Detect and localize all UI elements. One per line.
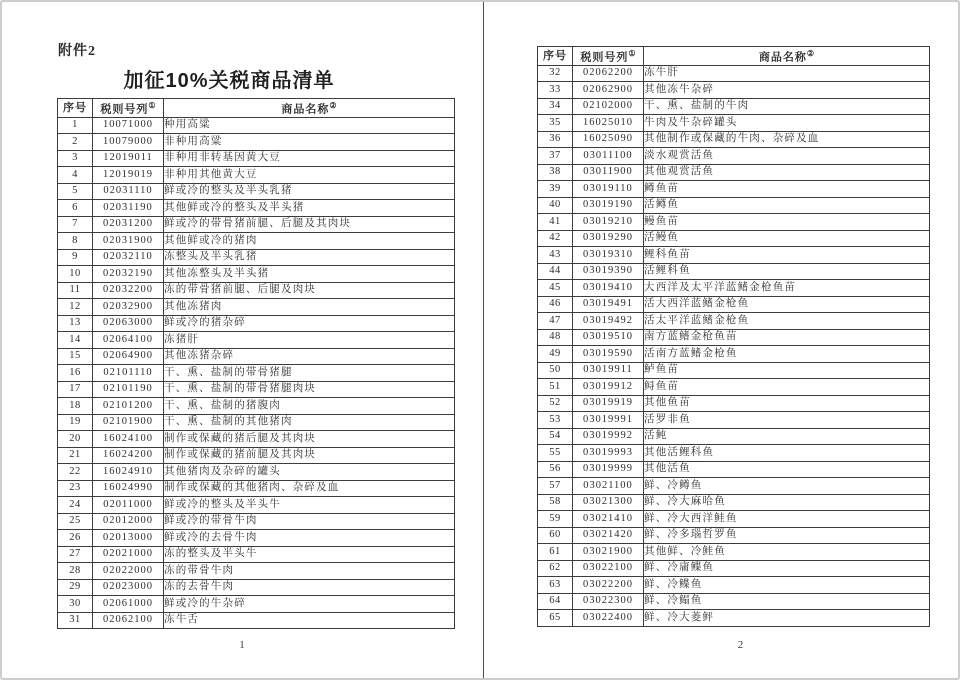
product-name: 鲟鱼苗 — [644, 379, 930, 396]
row-index: 50 — [538, 362, 573, 379]
tariff-code: 02064900 — [93, 348, 164, 365]
tariff-code: 03019110 — [573, 181, 644, 198]
table-row — [538, 214, 930, 231]
table-row — [538, 511, 930, 528]
table-row — [538, 82, 930, 99]
row-index: 24 — [58, 497, 93, 514]
table-row — [538, 412, 930, 429]
table-row — [538, 379, 930, 396]
product-name: 鲜、冷鳎鱼 — [644, 593, 930, 610]
table-row — [538, 280, 930, 297]
row-index: 39 — [538, 181, 573, 198]
tariff-code: 03022100 — [573, 560, 644, 577]
row-index: 49 — [538, 346, 573, 363]
page-1 — [2, 2, 483, 678]
table-row — [538, 131, 930, 148]
row-index: 36 — [538, 131, 573, 148]
tariff-code: 02032110 — [93, 249, 164, 266]
tariff-table-page-2 — [537, 46, 930, 627]
table-row — [58, 414, 455, 431]
product-name: 鳗鱼苗 — [644, 214, 930, 231]
product-name: 活大西洋蓝鳍金枪鱼 — [644, 296, 930, 313]
tariff-code: 03021300 — [573, 494, 644, 511]
row-index: 9 — [58, 249, 93, 266]
row-index: 40 — [538, 197, 573, 214]
tariff-code: 12019019 — [93, 167, 164, 184]
table-row — [58, 183, 455, 200]
row-index: 57 — [538, 478, 573, 495]
product-name: 鲜、冷鳟鱼 — [644, 478, 930, 495]
table-row — [58, 216, 455, 233]
table-row — [538, 478, 930, 495]
tariff-code: 02062100 — [93, 612, 164, 629]
tariff-code: 12019011 — [93, 150, 164, 167]
product-name: 鲜或冷的带骨猪前腿、后腿及其肉块 — [164, 216, 455, 233]
product-name: 非种用非转基因黄大豆 — [164, 150, 455, 167]
footnote-mark-2: ② — [806, 49, 815, 58]
row-index: 27 — [58, 546, 93, 563]
tariff-code: 03021410 — [573, 511, 644, 528]
table-row — [58, 117, 455, 134]
row-index: 14 — [58, 332, 93, 349]
table-row — [538, 65, 930, 82]
table-row — [538, 428, 930, 445]
row-index: 29 — [58, 579, 93, 596]
table-row — [538, 461, 930, 478]
row-index: 5 — [58, 183, 93, 200]
product-name: 活鲤科鱼 — [644, 263, 930, 280]
tariff-code: 16024910 — [93, 464, 164, 481]
product-name: 其他冻牛杂碎 — [644, 82, 930, 99]
row-index: 12 — [58, 299, 93, 316]
table-row — [58, 546, 455, 563]
product-name: 鲜或冷的牛杂碎 — [164, 596, 455, 613]
table-row — [538, 577, 930, 594]
tariff-code: 16024100 — [93, 431, 164, 448]
table-row — [58, 249, 455, 266]
row-index: 16 — [58, 365, 93, 382]
product-name: 制作或保藏的猪前腿及其肉块 — [164, 447, 455, 464]
row-index: 55 — [538, 445, 573, 462]
product-name: 冻的带骨牛肉 — [164, 563, 455, 580]
product-name: 其他冻整头及半头猪 — [164, 266, 455, 283]
table-row — [58, 497, 455, 514]
table-row — [58, 431, 455, 448]
product-name: 其他活鲤科鱼 — [644, 445, 930, 462]
row-index: 65 — [538, 610, 573, 627]
table-row — [58, 612, 455, 629]
row-index: 20 — [58, 431, 93, 448]
tariff-code: 02063000 — [93, 315, 164, 332]
tariff-code: 02102000 — [573, 98, 644, 115]
row-index: 33 — [538, 82, 573, 99]
table-row — [538, 148, 930, 165]
product-name: 其他冻猪肉 — [164, 299, 455, 316]
tariff-code: 02013000 — [93, 530, 164, 547]
product-name: 冻猪肝 — [164, 332, 455, 349]
row-index: 48 — [538, 329, 573, 346]
row-index: 1 — [58, 117, 93, 134]
product-name: 干、熏、盐制的牛肉 — [644, 98, 930, 115]
product-name: 冻牛舌 — [164, 612, 455, 629]
product-name: 其他冻猪杂碎 — [164, 348, 455, 365]
attachment-label: 附件2 — [58, 44, 96, 59]
product-name: 其他鱼苗 — [644, 395, 930, 412]
tariff-code: 02101200 — [93, 398, 164, 415]
page-2 — [484, 2, 960, 678]
product-name: 干、熏、盐制的带骨猪腿肉块 — [164, 381, 455, 398]
table-row — [58, 480, 455, 497]
tariff-code: 03021900 — [573, 544, 644, 561]
tariff-code: 02031200 — [93, 216, 164, 233]
table-row — [58, 332, 455, 349]
product-name: 非种用其他黄大豆 — [164, 167, 455, 184]
row-index: 17 — [58, 381, 93, 398]
row-index: 10 — [58, 266, 93, 283]
table-row — [538, 181, 930, 198]
table-row — [538, 115, 930, 132]
table-row — [58, 134, 455, 151]
tariff-code: 02031110 — [93, 183, 164, 200]
footnote-mark-1: ① — [148, 101, 156, 110]
tariff-code: 02064100 — [93, 332, 164, 349]
tariff-code: 02031900 — [93, 233, 164, 250]
row-index: 11 — [58, 282, 93, 299]
table-row — [58, 266, 455, 283]
table-row — [58, 398, 455, 415]
table-row — [538, 313, 930, 330]
tariff-code: 03019999 — [573, 461, 644, 478]
tariff-code: 03021420 — [573, 527, 644, 544]
row-index: 35 — [538, 115, 573, 132]
row-index: 54 — [538, 428, 573, 445]
product-name: 其他观赏活鱼 — [644, 164, 930, 181]
tariff-code: 03019491 — [573, 296, 644, 313]
product-name: 其他鲜、冷鲑鱼 — [644, 544, 930, 561]
table-header-row — [58, 99, 455, 118]
tariff-code: 03019992 — [573, 428, 644, 445]
tariff-code: 03019993 — [573, 445, 644, 462]
product-name: 鲜或冷的整头及半头乳猪 — [164, 183, 455, 200]
row-index: 53 — [538, 412, 573, 429]
table-row — [538, 544, 930, 561]
table-row — [538, 98, 930, 115]
row-index: 38 — [538, 164, 573, 181]
table-row — [538, 296, 930, 313]
tariff-code: 03011100 — [573, 148, 644, 165]
table-row — [538, 329, 930, 346]
table-row — [538, 263, 930, 280]
row-index: 64 — [538, 593, 573, 610]
row-index: 30 — [58, 596, 93, 613]
tariff-code: 02011000 — [93, 497, 164, 514]
tariff-code: 10071000 — [93, 117, 164, 134]
product-name: 鲜或冷的猪杂碎 — [164, 315, 455, 332]
product-name: 干、熏、盐制的猪腹肉 — [164, 398, 455, 415]
tariff-code: 16024200 — [93, 447, 164, 464]
table-body-page-1 — [58, 117, 455, 629]
row-index: 22 — [58, 464, 93, 481]
tariff-table-page-1 — [57, 98, 455, 629]
tariff-code: 02012000 — [93, 513, 164, 530]
row-index: 18 — [58, 398, 93, 415]
table-row — [538, 560, 930, 577]
table-row — [58, 464, 455, 481]
product-name: 制作或保藏的其他猪肉、杂碎及血 — [164, 480, 455, 497]
row-index: 34 — [538, 98, 573, 115]
row-index: 61 — [538, 544, 573, 561]
row-index: 45 — [538, 280, 573, 297]
row-index: 26 — [58, 530, 93, 547]
row-index: 23 — [58, 480, 93, 497]
product-name: 南方蓝鳍金枪鱼苗 — [644, 329, 930, 346]
column-header-name: 商品名称② — [644, 47, 930, 66]
product-name: 种用高粱 — [164, 117, 455, 134]
table-header-row — [538, 47, 930, 66]
product-name: 活鳟鱼 — [644, 197, 930, 214]
row-index: 2 — [58, 134, 93, 151]
row-index: 52 — [538, 395, 573, 412]
tariff-code: 02022000 — [93, 563, 164, 580]
row-index: 42 — [538, 230, 573, 247]
product-name: 牛肉及牛杂碎罐头 — [644, 115, 930, 132]
product-name: 鲜、冷大菱鲆 — [644, 610, 930, 627]
row-index: 56 — [538, 461, 573, 478]
table-row — [58, 530, 455, 547]
table-row — [58, 282, 455, 299]
table-row — [538, 494, 930, 511]
product-name: 鲜、冷庸鲽鱼 — [644, 560, 930, 577]
tariff-code: 10079000 — [93, 134, 164, 151]
tariff-code: 03011900 — [573, 164, 644, 181]
page-number: 2 — [737, 639, 744, 651]
tariff-code: 02062200 — [573, 65, 644, 82]
table-body-page-2 — [538, 65, 930, 626]
table-row — [58, 348, 455, 365]
footnote-mark-2: ② — [329, 101, 337, 110]
row-index: 6 — [58, 200, 93, 217]
table-row — [58, 513, 455, 530]
row-index: 51 — [538, 379, 573, 396]
row-index: 3 — [58, 150, 93, 167]
tariff-code: 03019310 — [573, 247, 644, 264]
product-name: 冻的带骨猪前腿、后腿及肉块 — [164, 282, 455, 299]
product-name: 活鲀 — [644, 428, 930, 445]
table-row — [58, 596, 455, 613]
column-header-code: 税则号列① — [573, 47, 644, 66]
row-index: 8 — [58, 233, 93, 250]
product-name: 鲤科鱼苗 — [644, 247, 930, 264]
row-index: 21 — [58, 447, 93, 464]
product-name: 活太平洋蓝鳍金枪鱼 — [644, 313, 930, 330]
table-row — [58, 563, 455, 580]
tariff-code: 03019210 — [573, 214, 644, 231]
product-name: 鲜、冷多瑙哲罗鱼 — [644, 527, 930, 544]
row-index: 13 — [58, 315, 93, 332]
tariff-code: 03022400 — [573, 610, 644, 627]
row-index: 59 — [538, 511, 573, 528]
product-name: 其他猪肉及杂碎的罐头 — [164, 464, 455, 481]
product-name: 活罗非鱼 — [644, 412, 930, 429]
table-row — [538, 362, 930, 379]
tariff-code: 03022300 — [573, 593, 644, 610]
product-name: 冻整头及半头乳猪 — [164, 249, 455, 266]
table-row — [538, 164, 930, 181]
tariff-code: 03019290 — [573, 230, 644, 247]
tariff-code: 03019410 — [573, 280, 644, 297]
row-index: 47 — [538, 313, 573, 330]
tariff-code: 02032190 — [93, 266, 164, 283]
column-header-index: 序号 — [58, 99, 93, 118]
product-name: 鲜或冷的整头及半头牛 — [164, 497, 455, 514]
product-name: 鲜或冷的去骨牛肉 — [164, 530, 455, 547]
tariff-code: 03019912 — [573, 379, 644, 396]
page-number: 1 — [239, 639, 245, 651]
table-row — [58, 299, 455, 316]
tariff-code: 02021000 — [93, 546, 164, 563]
table-row — [58, 447, 455, 464]
row-index: 7 — [58, 216, 93, 233]
tariff-code: 02023000 — [93, 579, 164, 596]
row-index: 58 — [538, 494, 573, 511]
row-index: 41 — [538, 214, 573, 231]
tariff-code: 16024990 — [93, 480, 164, 497]
row-index: 31 — [58, 612, 93, 629]
product-name: 冻牛肝 — [644, 65, 930, 82]
product-name: 冻的去骨牛肉 — [164, 579, 455, 596]
tariff-code: 02032200 — [93, 282, 164, 299]
table-row — [58, 365, 455, 382]
product-name: 干、熏、盐制的其他猪肉 — [164, 414, 455, 431]
product-name: 其他活鱼 — [644, 461, 930, 478]
tariff-code: 03019919 — [573, 395, 644, 412]
column-header-name: 商品名称② — [164, 99, 455, 118]
table-row — [538, 247, 930, 264]
tariff-code: 03019991 — [573, 412, 644, 429]
table-row — [538, 527, 930, 544]
product-name: 其他制作或保藏的牛肉、杂碎及血 — [644, 131, 930, 148]
tariff-code: 03022200 — [573, 577, 644, 594]
product-name: 鲈鱼苗 — [644, 362, 930, 379]
row-index: 46 — [538, 296, 573, 313]
row-index: 43 — [538, 247, 573, 264]
table-row — [58, 381, 455, 398]
table-row — [538, 610, 930, 627]
product-name: 其他鲜或冷的猪肉 — [164, 233, 455, 250]
table-row — [538, 395, 930, 412]
row-index: 37 — [538, 148, 573, 165]
product-name: 鲜或冷的带骨牛肉 — [164, 513, 455, 530]
row-index: 63 — [538, 577, 573, 594]
product-name: 鲜、冷鲽鱼 — [644, 577, 930, 594]
table-row — [58, 150, 455, 167]
table-row — [58, 167, 455, 184]
row-index: 44 — [538, 263, 573, 280]
footnote-mark-1: ① — [628, 49, 636, 58]
tariff-code: 03019510 — [573, 329, 644, 346]
row-index: 62 — [538, 560, 573, 577]
row-index: 32 — [538, 65, 573, 82]
tariff-code: 03021100 — [573, 478, 644, 495]
product-name: 非种用高粱 — [164, 134, 455, 151]
product-name: 活鳗鱼 — [644, 230, 930, 247]
table-row — [538, 445, 930, 462]
product-name: 制作或保藏的猪后腿及其肉块 — [164, 431, 455, 448]
row-index: 28 — [58, 563, 93, 580]
tariff-code: 02061000 — [93, 596, 164, 613]
product-name: 干、熏、盐制的带骨猪腿 — [164, 365, 455, 382]
row-index: 4 — [58, 167, 93, 184]
page-title: 加征10%关税商品清单 — [123, 70, 335, 92]
tariff-code: 02101900 — [93, 414, 164, 431]
product-name: 冻的整头及半头牛 — [164, 546, 455, 563]
product-name: 其他鲜或冷的整头及半头猪 — [164, 200, 455, 217]
tariff-code: 03019911 — [573, 362, 644, 379]
product-name: 鲜、冷大麻哈鱼 — [644, 494, 930, 511]
row-index: 60 — [538, 527, 573, 544]
table-row — [538, 593, 930, 610]
tariff-code: 16025090 — [573, 131, 644, 148]
table-row — [538, 197, 930, 214]
product-name: 活南方蓝鳍金枪鱼 — [644, 346, 930, 363]
table-row — [538, 346, 930, 363]
table-row — [58, 200, 455, 217]
tariff-code: 03019492 — [573, 313, 644, 330]
row-index: 25 — [58, 513, 93, 530]
column-header-code: 税则号列① — [93, 99, 164, 118]
tariff-code: 03019390 — [573, 263, 644, 280]
tariff-code: 02032900 — [93, 299, 164, 316]
product-name: 鲜、冷大西洋鲑鱼 — [644, 511, 930, 528]
table-row — [58, 315, 455, 332]
table-row — [58, 233, 455, 250]
table-row — [58, 579, 455, 596]
tariff-code: 02101110 — [93, 365, 164, 382]
tariff-code: 03019190 — [573, 197, 644, 214]
row-index: 19 — [58, 414, 93, 431]
product-name: 鳟鱼苗 — [644, 181, 930, 198]
product-name: 大西洋及太平洋蓝鳍金枪鱼苗 — [644, 280, 930, 297]
table-row — [538, 230, 930, 247]
row-index: 15 — [58, 348, 93, 365]
product-name: 淡水观赏活鱼 — [644, 148, 930, 165]
tariff-code: 02031190 — [93, 200, 164, 217]
column-header-index: 序号 — [538, 47, 573, 66]
tariff-code: 16025010 — [573, 115, 644, 132]
tariff-code: 03019590 — [573, 346, 644, 363]
tariff-code: 02101190 — [93, 381, 164, 398]
tariff-code: 02062900 — [573, 82, 644, 99]
